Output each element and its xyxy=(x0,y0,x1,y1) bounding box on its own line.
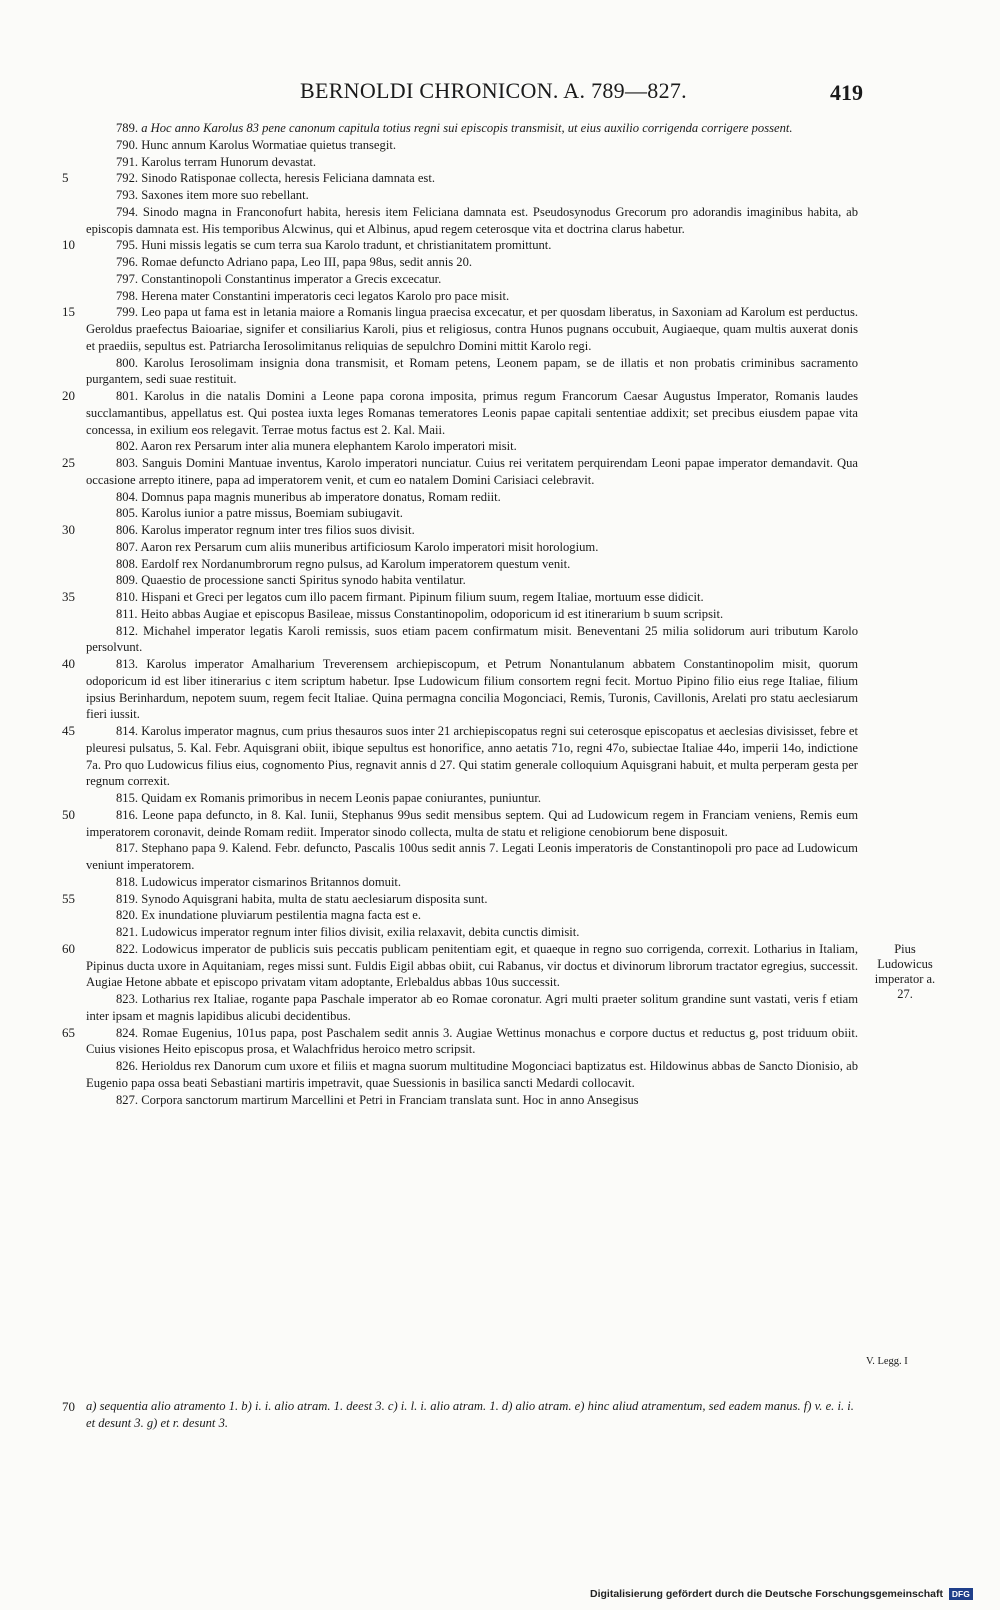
entry-text: Quidam ex Romanis primoribus in necem Leonis papae coniurantes, puniuntur. xyxy=(141,791,541,805)
chronicle-entry xyxy=(62,806,858,841)
entry-text: Karolus Ierosolimam insignia dona transmisit, et Romam petens, Leonem papam, se de illatis et non probatis criminibus sacramento purgantem, sedi suae restituit. xyxy=(86,355,858,387)
entry-text: Herioldus rex Danorum cum uxore et filiis et magna suorum multitudine Mogonciaci baptizatus est. Hildowinus abbas de Sancto Dionisio, ab Eugenio papa ossa beati Sebastiani martiris impetravit, quae Suessionis in basilica sancti Medardi collocavit. xyxy=(86,1059,858,1090)
chronicle-entry xyxy=(62,237,858,254)
entry-text: Synodo Aquisgrani habita, multa de statu aeclesiarum disposita sunt. xyxy=(141,891,488,906)
entry-year: 795. xyxy=(116,238,139,253)
margin-note-pius: Pius Ludowicus imperator a. 27. xyxy=(874,942,936,1001)
entry-text: Karolus iunior a patre missus, Boemiam subiugavit. xyxy=(141,506,403,521)
entry-text: Lotharius rex Italiae, rogante papa Paschale imperator ab eo Romae coronatur. Agri multi praeter solitum grandine sunt vastati, veris f etiam inter ipsam et magnis lapidibus alicubi decidentibus. xyxy=(86,992,858,1023)
entry-text: a Hoc anno Karolus 83 pene canonum capitula totius regni sui episcopis transmisit, ut eius auxilio corrigenda corrigere possent. xyxy=(141,121,793,135)
entry-text: Sanguis Domini Mantuae inventus, Karolo imperatori nunciatur. Cuius rei veritatem perquirendam Leoni papae imperator demandavit. Qua occasione arrepto itinere, papa ad imperatorem venit, et cum eo natalem Domini Carisiaci celebravit. xyxy=(86,456,859,487)
footer-credit: Digitalisierung gefördert durch die Deutsche Forschungsgemeinschaft xyxy=(590,1588,943,1600)
entry-text: Constantinopoli Constantinus imperator a Grecis excecatur. xyxy=(141,271,442,286)
chronicle-entry xyxy=(62,1024,858,1059)
entry-year: 818. xyxy=(116,874,139,889)
entry-text: Aaron rex Persarum cum aliis muneribus artificiosum Karolo imperatori misit horologium. xyxy=(140,539,599,554)
entry-year: 796. xyxy=(116,255,139,269)
chronicle-entry xyxy=(62,940,859,991)
entry-text: Hunc annum Karolus Wormatiae quietus transegit. xyxy=(141,137,396,152)
line-number: 60 xyxy=(62,940,75,956)
entry-text: Lodowicus imperator de publicis suis peccatis publicam penitentiam egit, et quaeque in regno suo corrigenda, correxit. Lotharius in Italiam, Pipinus ducta uxore in Aquitaniam, reges missi sunt. Fuldis Eigil abbas obiit, cui Rabanus, vir doctus et divinorum librorum tractator egregius, successit. Augiae Hetone abbate et episcopo privatam vitam adoptante, Erlebaldus abbas 10us successit. xyxy=(86,941,859,990)
chronicle-entry xyxy=(86,489,858,506)
chronicle-entry xyxy=(86,556,858,573)
entry-year: 801. xyxy=(116,389,139,403)
chronicle-entry xyxy=(86,874,858,891)
line-number: 5 xyxy=(62,170,69,186)
entry-text: Karolus in die natalis Domini a Leone papa corona imposita, primus regum Francorum Caesar Augustus Imperator, Romanis laudes succlamantibus, appellatus est. Qui postea iuxta leges Romanas temeratores Leonis papae capitali sententiae addixit; set precibus eiusdem papae vita concessa, in exilium eos relegavit. Terrae motus factus est 2. Kal. Maii. xyxy=(86,389,858,437)
chronicle-body xyxy=(62,120,859,1108)
chronicle-entry xyxy=(86,288,858,305)
entry-year: 816. xyxy=(116,807,139,822)
chronicle-entry xyxy=(86,271,858,288)
entry-year: 815. xyxy=(116,791,139,805)
entry-year: 798. xyxy=(116,288,139,303)
chronicle-entry xyxy=(86,606,858,623)
footnote-text: a) sequentia alio atramento 1. b) i. i. alio atram. 1. deest 3. c) i. l. i. alio atram. 1. d) alio atram. e) hinc aliud atramentum, sed eadem manus. f) v. e. i. i. et desunt 3. g) et r. desunt 3. xyxy=(86,1399,854,1430)
line-number: 45 xyxy=(62,723,75,738)
entry-year: 812. xyxy=(116,623,139,638)
entry-text: Sinodo Ratisponae collecta, heresis Feliciana damnata est. xyxy=(141,171,435,186)
chronicle-entry xyxy=(86,924,858,941)
page-number: 419 xyxy=(830,80,863,105)
chronicle-entry xyxy=(62,656,858,723)
entry-text: Domnus papa magnis muneribus ab imperatore donatus, Romam rediit. xyxy=(141,489,501,504)
entry-text: Karolus imperator magnus, cum prius thesauros suos inter 21 archiepiscopatus regni sui ceterosque episcopatus et aeclesias divisisset, febre et pleuresi pulsatus, 5. Kal. Febr. Aquisgrani obiit, ibique sepultus est honorifice, anno aetatis 71o, regni 47o, subiectae Italiae 44o, imperii 14o, indictione 7a. Pro quo Ludowicus filius eius, cognomento Pius, regnavit annis d 27. Qui statim generale colloquium Aquisgrani habuit, et multa perperam gesta per regnum correxit. xyxy=(86,724,858,789)
chronicle-entry xyxy=(86,991,858,1025)
entry-year: 821. xyxy=(116,925,139,939)
entry-text: Romae Eugenius, 101us papa, post Paschalem sedit annis 3. Augiae Wettinus monachus e corpore ductus et reductus g, post triduum obiit. Cuius visiones Heito episcopus prosa, et Walachfridus heroico metro scripsit. xyxy=(86,1025,858,1057)
chronicle-entry xyxy=(86,120,858,137)
entry-year: 800. xyxy=(116,355,139,370)
chronicle-entry xyxy=(62,522,858,539)
entry-text: Karolus imperator Amalharium Treverensem archiepiscopum, et Petrum Nonantulanum abbatem Constantinopolim misit, quorum odoporicum id est liber itinerarius c item scriptum habetur. Ipse Ludowicum filium consortem regni fecit. Mortuo Pipino filio eius rege Italiae, filium ipsius Berinhardum, nepotem suum, regem fecit Italiae. Quina permagna concilia Mogonciaci, Remis, Turonis, Cavillonis, Arelati pro statu aeclesiarum fieri iussit. xyxy=(86,657,858,722)
entry-year: 804. xyxy=(116,489,139,504)
line-number: 65 xyxy=(62,1024,75,1040)
entry-year: 813. xyxy=(116,657,139,671)
chronicle-entry xyxy=(86,204,858,238)
entry-year: 827. xyxy=(116,1092,139,1107)
entry-year: 823. xyxy=(116,992,139,1006)
chronicle-entry xyxy=(86,355,858,389)
chronicle-entry xyxy=(62,589,858,606)
footnotes xyxy=(62,1398,858,1432)
chronicle-entry xyxy=(86,623,858,657)
chronicle-entry xyxy=(86,505,858,522)
running-title: BERNOLDI CHRONICON. A. 789—827. xyxy=(300,78,687,103)
entry-text: Herena mater Constantini imperatoris ceci legatos Karolo pro pace misit. xyxy=(141,288,510,303)
chronicle-entry xyxy=(62,890,858,908)
entry-text: Leone papa defuncto, in 8. Kal. Iunii, Stephanus 99us sedit mensibus septem. Qui ad Ludowicum regem in Franciam veniens, Remis eum imperatorem coronavit, deinde Romam rediit. Imperator sinodo collecta, multa de statu et religione cenobiorum bene disposuit. xyxy=(86,807,858,839)
chronicle-entry xyxy=(62,304,858,354)
entry-year: 817. xyxy=(116,841,139,856)
entry-year: 793. xyxy=(116,188,139,202)
entry-year: 807. xyxy=(116,539,139,554)
line-number: 20 xyxy=(62,388,75,403)
entry-text: Corpora sanctorum martirum Marcellini et Petri in Franciam translata sunt. Hoc in anno Ansegisus xyxy=(141,1092,639,1107)
chronicle-entry xyxy=(86,840,858,874)
entry-year: 808. xyxy=(116,556,139,571)
entry-text: Ludowicus imperator cismarinos Britannos domuit. xyxy=(141,874,402,889)
entry-text: Heito abbas Augiae et episcopus Basileae, missus Constantinopolim, odoporicum id est itinerarium b suum scripsit. xyxy=(140,606,724,621)
entry-year: 826. xyxy=(116,1059,139,1073)
line-number: 55 xyxy=(62,890,75,906)
line-number: 25 xyxy=(62,455,75,470)
page-header xyxy=(0,78,1000,112)
entry-year: 792. xyxy=(116,171,139,186)
chronicle-entry xyxy=(86,539,858,556)
chronicle-entry xyxy=(86,137,858,154)
margin-note-legg: V. Legg. I xyxy=(866,1356,908,1367)
entry-year: 797. xyxy=(116,271,139,286)
chronicle-entry xyxy=(86,187,858,204)
line-number: 15 xyxy=(62,304,75,320)
line-number: 10 xyxy=(62,237,75,253)
entry-year: 814. xyxy=(116,724,139,738)
chronicle-entry xyxy=(86,254,858,271)
entry-text: Ex inundatione pluviarum pestilentia magna facta est e. xyxy=(141,908,421,923)
entry-text: Leo papa ut fama est in letania maiore a Romanis lingua praecisa excecatur, et per quosdam liberatus, in Saxoniam ad Karolum est perductus. Geroldus praefectus Baioariae, signifer et consiliarius Karoli, pius et religiosus, contra Hunos pugnans occubuit, Augiaeque, quam multis auxerat donis et praediis, sepultus est. Patriarcha Ierosolimitanus reliquias de sepulchro Domini mittit Karolo regi. xyxy=(86,305,858,353)
entry-text: Aaron rex Persarum inter alia munera elephantem Karolo imperatori misit. xyxy=(140,439,517,454)
line-number: 50 xyxy=(62,806,75,822)
entry-year: 790. xyxy=(116,137,139,152)
chronicle-entry xyxy=(86,154,858,171)
entry-text: Stephano papa 9. Kalend. Febr. defuncto, Pascalis 100us sedit annis 7. Legati Leonis imperatoris de Constantinopoli pro pace ad Ludowicum veniunt imperatorem. xyxy=(86,841,858,872)
entry-text: Huni missis legatis se cum terra sua Karolo tradunt, et christianitatem promittunt. xyxy=(141,238,552,253)
chronicle-entry xyxy=(86,438,858,455)
line-number: 35 xyxy=(62,589,75,604)
chronicle-entry xyxy=(86,790,858,807)
entry-year: 791. xyxy=(116,154,139,169)
entry-text: Saxones item more suo rebellant. xyxy=(141,188,309,202)
entry-text: Sinodo magna in Franconofurt habita, heresis item Feliciana damnata est. Pseudosynodus Grecorum pro adorandis imaginibus habita, ab episcopis damnata est. His temporibus Alcwinus, qui et Albinus, apud regem ceterosque vita et doctrina clarus habetur. xyxy=(86,204,858,236)
entry-year: 799. xyxy=(116,305,139,320)
line-number: 30 xyxy=(62,522,75,537)
entry-text: Quaestio de processione sancti Spiritus synodo habita ventilatur. xyxy=(141,573,466,588)
entry-year: 809. xyxy=(116,573,139,588)
entry-year: 789. xyxy=(116,121,139,135)
dfg-logo-icon: DFG xyxy=(949,1588,973,1600)
line-number: 40 xyxy=(62,656,75,671)
entry-year: 806. xyxy=(116,523,139,537)
entry-year: 811. xyxy=(116,606,138,621)
entry-year: 822. xyxy=(116,941,139,956)
entry-text: Eardolf rex Nordanumbrorum regno pulsus, ad Karolum imperatorem questum venit. xyxy=(141,556,571,571)
entry-text: Karolus imperator regnum inter tres filios suos divisit. xyxy=(141,523,415,537)
entry-text: Ludowicus imperator regnum inter filios divisit, exilia relaxavit, debita cunctis dimisit. xyxy=(141,925,580,939)
chronicle-entry xyxy=(86,907,858,924)
chronicle-entry xyxy=(86,1092,858,1109)
entry-year: 810. xyxy=(116,590,139,604)
entry-text: Karolus terram Hunorum devastat. xyxy=(141,154,317,169)
chronicle-entry xyxy=(62,388,858,438)
line-number: 70 xyxy=(62,1399,75,1414)
entry-year: 802. xyxy=(116,439,139,454)
entry-year: 805. xyxy=(116,506,139,521)
chronicle-entry xyxy=(62,455,859,489)
entry-year: 794. xyxy=(116,204,139,219)
chronicle-entry xyxy=(62,170,858,187)
entry-year: 803. xyxy=(116,456,139,470)
entry-year: 819. xyxy=(116,891,139,906)
entry-year: 824. xyxy=(116,1025,139,1040)
entry-text: Michahel imperator legatis Karoli remissis, suos etiam pacem confirmatum misit. Beneventani 25 milia solidorum auri tributum Karolo persolvunt. xyxy=(86,623,858,655)
page-footer xyxy=(590,1588,973,1600)
chronicle-entry xyxy=(62,723,858,790)
chronicle-entry xyxy=(86,572,858,589)
entry-text: Romae defuncto Adriano papa, Leo III, papa 98us, sedit annis 20. xyxy=(141,255,473,269)
chronicle-entry xyxy=(86,1058,858,1092)
entry-text: Hispani et Greci per legatos cum illo pacem firmant. Pipinum filium suum, regem Italiae, mortuum esse didicit. xyxy=(141,590,704,604)
entry-year: 820. xyxy=(116,908,139,923)
